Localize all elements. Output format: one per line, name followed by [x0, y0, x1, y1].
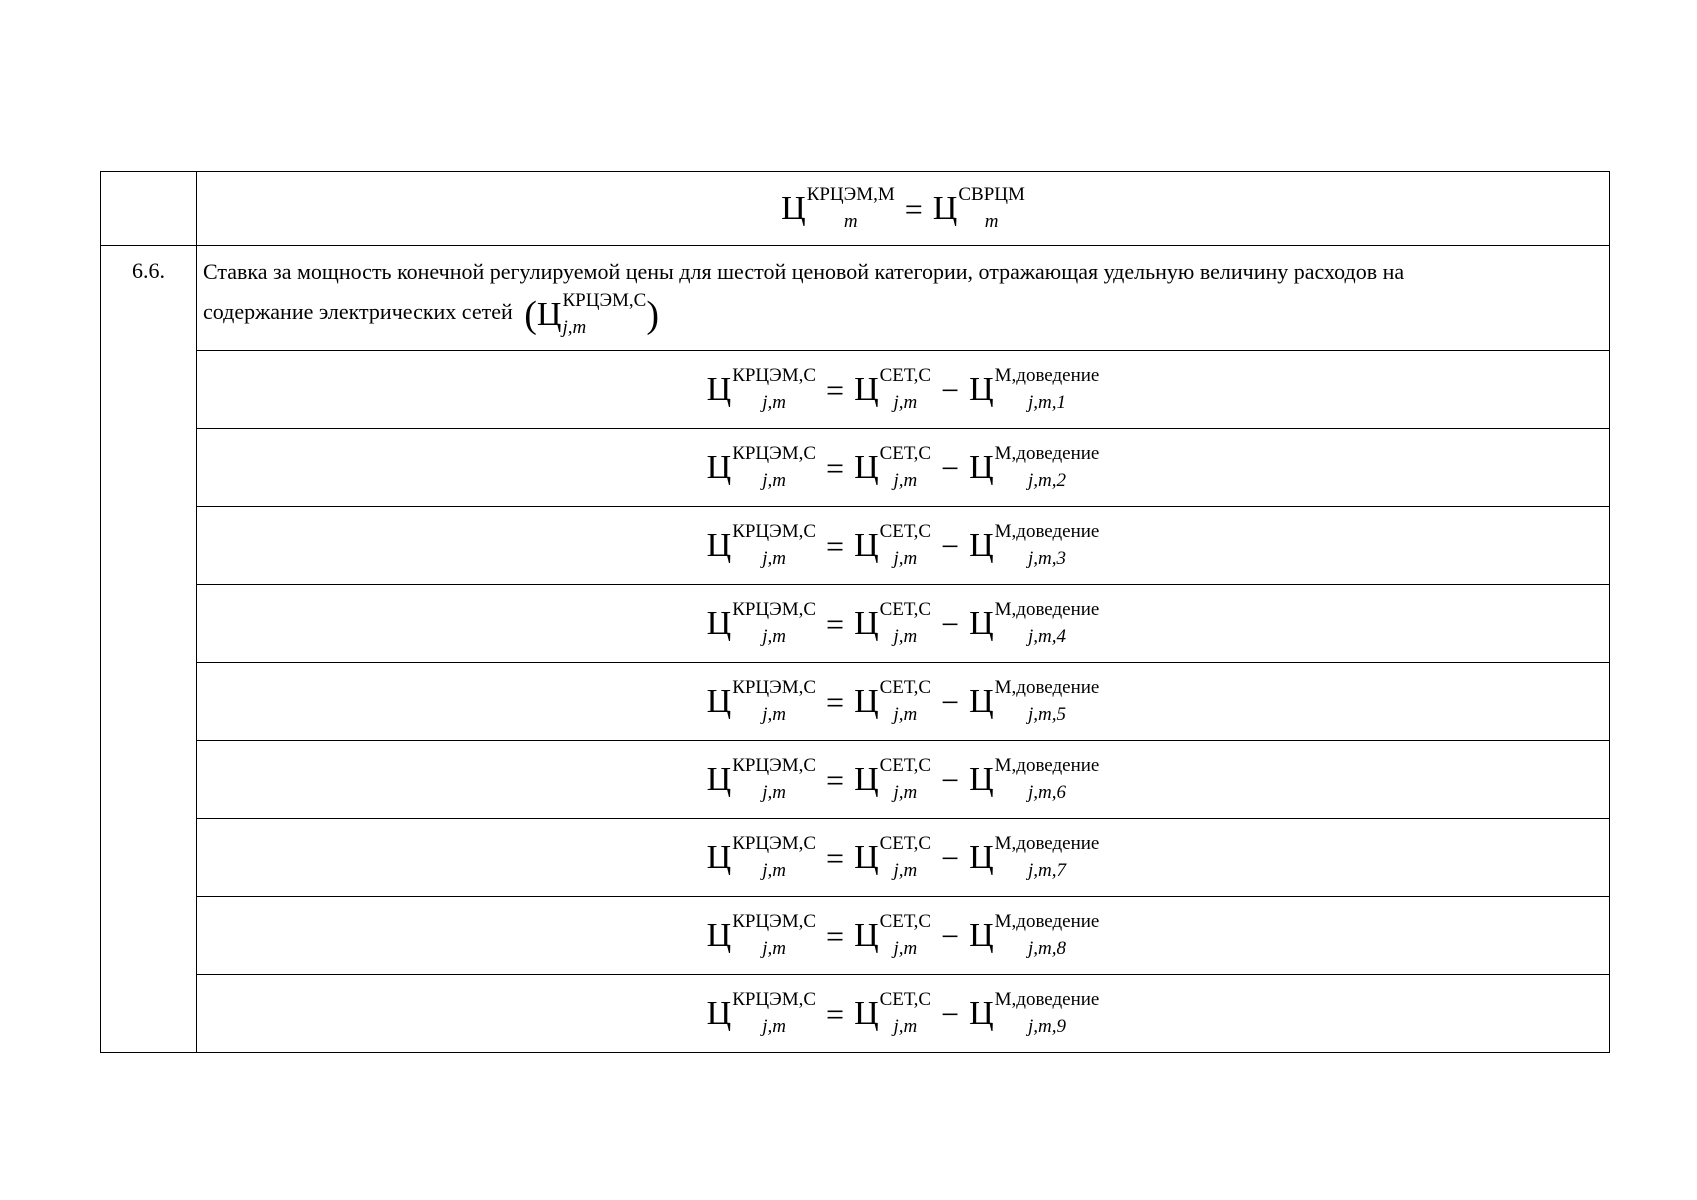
formula-cell: [197, 585, 1610, 663]
formula: [706, 520, 1100, 569]
formula-superscript: СЕТ,С: [879, 676, 932, 698]
equals-sign: =: [826, 527, 845, 564]
table-row-formula: [101, 741, 1610, 819]
formula-superscript: КРЦЭМ,С: [732, 442, 817, 464]
formula-superscript: М,доведение: [994, 442, 1100, 464]
formula-superscript: М,доведение: [994, 598, 1100, 620]
formula-cell: [197, 507, 1610, 585]
formula-subscript: j,m: [893, 469, 918, 491]
table-row-formula: [101, 975, 1610, 1053]
formula-middle: [854, 910, 932, 959]
formula: [706, 364, 1100, 413]
formula-base-symbol: Ц: [969, 682, 994, 720]
table-row-formula: [101, 663, 1610, 741]
formula-subscript: j,m: [893, 703, 918, 725]
formula-lhs: [706, 754, 817, 803]
formula-middle: [854, 598, 932, 647]
formula-superscript: СЕТ,С: [879, 364, 932, 386]
formula: [706, 442, 1100, 491]
formula-subscript: j,m: [762, 625, 786, 647]
formula-base-symbol: Ц: [854, 838, 879, 876]
formula-subscript: m: [984, 210, 999, 232]
table-row-formula: [101, 585, 1610, 663]
formula-rhs: [969, 832, 1100, 881]
formula-subscript: j,m: [762, 547, 786, 569]
formula-base-symbol: Ц: [969, 448, 994, 486]
formula-cell: [197, 663, 1610, 741]
table-row-formula: [101, 897, 1610, 975]
formula-superscript: М,доведение: [994, 676, 1100, 698]
formula-superscript: КРЦЭМ,С: [732, 364, 817, 386]
formula-rhs: [969, 754, 1100, 803]
formula-base-symbol: Ц: [969, 370, 994, 408]
description-line-1: Ставка за мощность конечной регулируемой цены для шестой ценовой категории, отражающая удельную величину расходов на: [203, 259, 1405, 284]
top-formula: [781, 183, 1025, 232]
minus-sign: −: [941, 605, 960, 642]
formula-subscript: j,m: [762, 859, 786, 881]
formula-lhs: [706, 364, 817, 413]
formula-rhs: [969, 598, 1100, 647]
formula-superscript: СЕТ,С: [879, 910, 932, 932]
formula-subscript: j,m,8: [1028, 937, 1066, 959]
formula-base-symbol: Ц: [706, 448, 732, 486]
equals-sign: =: [826, 683, 845, 720]
minus-sign: −: [941, 761, 960, 798]
equals-sign: =: [826, 449, 845, 486]
formula-middle: [854, 442, 932, 491]
equals-sign: =: [826, 371, 845, 408]
top-formula-cell: [197, 172, 1610, 246]
minus-sign: −: [941, 839, 960, 876]
formula-subscript: j,m,3: [1028, 547, 1066, 569]
formula-table: [100, 171, 1610, 1053]
formula-base-symbol: Ц: [854, 760, 879, 798]
formula-middle: [854, 988, 932, 1037]
formula-base-symbol: Ц: [969, 994, 994, 1032]
empty-number-cell: [101, 172, 197, 246]
equals-sign: =: [826, 839, 845, 876]
open-paren: (: [524, 294, 537, 336]
formula-lhs: [706, 442, 817, 491]
formula-base-symbol: Ц: [706, 760, 732, 798]
formula-rhs: [969, 676, 1100, 725]
formula-superscript: СЕТ,С: [879, 832, 932, 854]
formula-rhs: [969, 520, 1100, 569]
equals-sign: =: [826, 605, 845, 642]
formula-base-symbol: Ц: [932, 189, 958, 227]
minus-sign: −: [941, 917, 960, 954]
formula-lhs: [706, 520, 817, 569]
table-row-formula: [101, 351, 1610, 429]
formula-base-symbol: Ц: [969, 760, 994, 798]
item-number-cell: [101, 246, 197, 1053]
formula-superscript: М,доведение: [994, 754, 1100, 776]
formula-superscript: М,доведение: [994, 910, 1100, 932]
formula: [706, 910, 1100, 959]
formula-rhs: [969, 988, 1100, 1037]
minus-sign: −: [941, 371, 960, 408]
formula-superscript: КРЦЭМ,С: [732, 754, 817, 776]
description-symbol: [524, 290, 659, 338]
formula-cell: [197, 819, 1610, 897]
formula-middle: [854, 754, 932, 803]
formula-subscript: j,m: [893, 859, 918, 881]
formula-lhs: [706, 676, 817, 725]
formula-subscript: j,m,2: [1028, 469, 1066, 491]
formula-base-symbol: Ц: [706, 604, 732, 642]
formula-subscript: j,m: [893, 937, 918, 959]
formula-subscript: j,m,6: [1028, 781, 1066, 803]
formula-middle: [854, 520, 932, 569]
formula-subscript: j,m,5: [1028, 703, 1066, 725]
formula-rhs: [969, 364, 1100, 413]
formula-subscript: j,m,1: [1028, 391, 1066, 413]
formula-subscript: j,m: [762, 469, 786, 491]
formula-base-symbol: Ц: [854, 682, 879, 720]
formula-cell: [197, 429, 1610, 507]
table-row-formula: [101, 819, 1610, 897]
formula-base-symbol: Ц: [854, 370, 879, 408]
formula-base-symbol: Ц: [969, 526, 994, 564]
formula-subscript: j,m: [762, 1015, 786, 1037]
formula-base-symbol: Ц: [854, 994, 879, 1032]
formula-lhs: [706, 910, 817, 959]
formula: [706, 988, 1100, 1037]
formula-middle: [854, 364, 932, 413]
formula-subscript: j,m: [893, 1015, 918, 1037]
description-line-2: [203, 290, 1601, 338]
formula-superscript: КРЦЭМ,С: [732, 520, 817, 542]
equals-sign: =: [826, 761, 845, 798]
formula-subscript: j,m,7: [1028, 859, 1066, 881]
formula-superscript: СЕТ,С: [879, 754, 932, 776]
table-row-formula: [101, 507, 1610, 585]
formula-superscript: М,доведение: [994, 832, 1100, 854]
formula-subscript: j,m: [762, 781, 786, 803]
formula-superscript: КРЦЭМ,М: [806, 183, 895, 205]
formula-base-symbol: Ц: [854, 448, 879, 486]
formula-base-symbol: Ц: [706, 838, 732, 876]
formula-cell: [197, 897, 1610, 975]
formula-base-symbol: Ц: [781, 189, 806, 227]
close-paren: ): [646, 294, 659, 336]
formula-cell: [197, 975, 1610, 1053]
formula-base-symbol: Ц: [969, 604, 994, 642]
formula-subscript: j,m: [893, 391, 918, 413]
formula-base-symbol: Ц: [854, 916, 879, 954]
formula-superscript: СЕТ,С: [879, 520, 932, 542]
formula-superscript: КРЦЭМ,С: [732, 910, 817, 932]
description-cell: [197, 246, 1610, 351]
formula-superscript: М,доведение: [994, 364, 1100, 386]
formula-subscript: j,m,4: [1028, 625, 1066, 647]
formula-superscript: КРЦЭМ,С: [732, 832, 817, 854]
minus-sign: −: [941, 527, 960, 564]
formula: [706, 598, 1100, 647]
top-formula-lhs: [781, 183, 895, 232]
formula-superscript: КРЦЭМ,С: [732, 676, 817, 698]
formula-superscript: СЕТ,С: [879, 442, 932, 464]
formula-base-symbol: Ц: [854, 604, 879, 642]
formula-superscript: М,доведение: [994, 988, 1100, 1010]
formula-superscript: М,доведение: [994, 520, 1100, 542]
equals-sign: =: [904, 190, 923, 227]
formula-cell: [197, 351, 1610, 429]
formula-base-symbol: Ц: [706, 526, 732, 564]
top-formula-rhs: [932, 183, 1025, 232]
formula-middle: [854, 832, 932, 881]
formula-superscript: СВРЦМ: [958, 183, 1025, 205]
formula-superscript: СЕТ,С: [879, 598, 932, 620]
item-number: 6.6.: [132, 258, 165, 283]
formula-middle: [854, 676, 932, 725]
formula-subscript: j,m: [893, 781, 918, 803]
formula-superscript: КРЦЭМ,С: [732, 988, 817, 1010]
equals-sign: =: [826, 917, 845, 954]
formula-subscript: j,m: [562, 317, 587, 338]
description-line-2-text: содержание электрических сетей: [203, 299, 513, 324]
formula: [706, 832, 1100, 881]
table-row-top-formula: [101, 172, 1610, 246]
formula-rhs: [969, 442, 1100, 491]
formula-subscript: j,m,9: [1028, 1015, 1066, 1037]
formula-base-symbol: Ц: [706, 682, 732, 720]
minus-sign: −: [941, 995, 960, 1032]
formula-base-symbol: Ц: [706, 370, 732, 408]
formula: [706, 754, 1100, 803]
formula-subscript: j,m: [893, 547, 918, 569]
formula-superscript: КРЦЭМ,С: [732, 598, 817, 620]
formula-base-symbol: Ц: [706, 994, 732, 1032]
table-row-description: [101, 246, 1610, 351]
formula-subscript: j,m: [762, 391, 786, 413]
formula-base-symbol: Ц: [536, 296, 562, 333]
formula-subscript: j,m: [893, 625, 918, 647]
formula-superscript: КРЦЭМ,С: [562, 290, 647, 311]
formula-base-symbol: Ц: [706, 916, 732, 954]
formula-superscript: СЕТ,С: [879, 988, 932, 1010]
equals-sign: =: [826, 995, 845, 1032]
table-row-formula: [101, 429, 1610, 507]
formula: [706, 676, 1100, 725]
formula-base-symbol: Ц: [969, 916, 994, 954]
formula-subscript: m: [843, 210, 858, 232]
formula-rhs: [969, 910, 1100, 959]
formula-lhs: [706, 832, 817, 881]
formula-cell: [197, 741, 1610, 819]
formula-lhs: [706, 988, 817, 1037]
minus-sign: −: [941, 683, 960, 720]
formula-subscript: j,m: [762, 937, 786, 959]
formula-base-symbol: Ц: [969, 838, 994, 876]
minus-sign: −: [941, 449, 960, 486]
formula-subscript: j,m: [762, 703, 786, 725]
formula-base-symbol: Ц: [854, 526, 879, 564]
formula-lhs: [706, 598, 817, 647]
